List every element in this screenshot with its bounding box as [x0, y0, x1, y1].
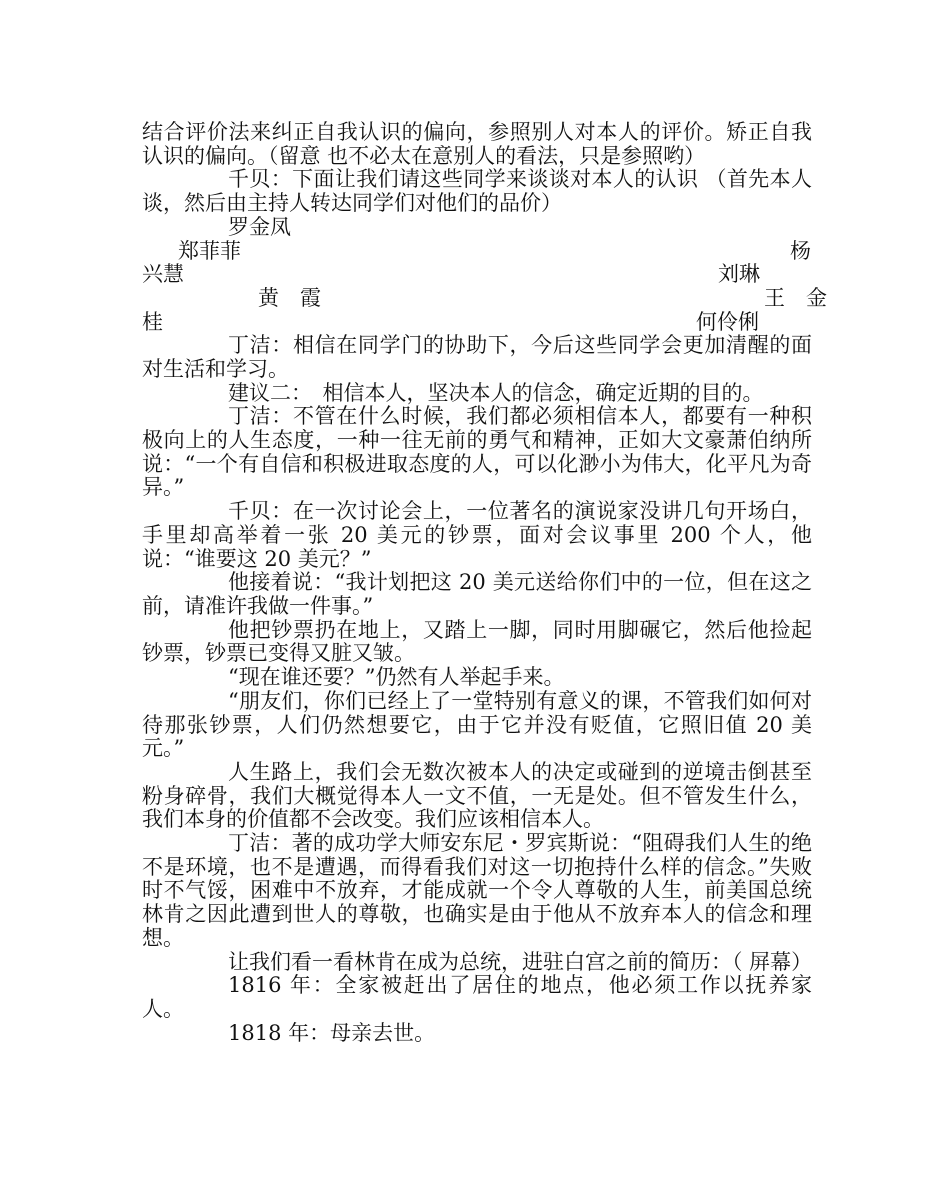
- name-luo-jinfeng: 罗金凤: [228, 214, 291, 239]
- paragraph-dingjie-1: 丁洁：相信在同学门的协助下，今后这些同学会更加清醒的面对生活和学习。: [142, 333, 812, 381]
- name-he-linli: 何伶俐: [696, 309, 759, 334]
- paragraph-suggestion-2: 建议二： 相信本人，坚决本人的信念，确定近期的目的。: [228, 380, 764, 405]
- name-wang-jin-part1: 王 金: [764, 285, 827, 310]
- names-row-3: [142, 285, 827, 311]
- name-yang-part2: 兴慧: [142, 262, 184, 287]
- paragraph-friends: “朋友们，你们已经上了一堂特别有意义的课，不管我们如何对待那张钞票，人们仍然想要它，由于它并没有贬值，它照旧值 20 美元。”: [142, 688, 812, 761]
- names-row-2: [142, 263, 812, 287]
- name-huang-xia: 黄 霞: [258, 285, 321, 310]
- names-row-4: [142, 311, 812, 335]
- name-wang-jin-part2: 桂: [142, 309, 163, 334]
- paragraph-dingjie-3: 丁洁：著的成功学大师安东尼・罗宾斯说：“阻碍我们人生的绝不是环境，也不是遭遇，而得看我们对这一切抱持什么样的信念。”失败时不气馁，困难中不放弃，才能成就一个令人尊敬的人生，前美国总统林肯之因此遭到世人的尊敬，也确实是由于他从不放弃本人的信念和理想。: [142, 831, 812, 950]
- paragraph-1818: 1818 年：母亲去世。: [228, 1020, 436, 1045]
- paragraph-who-wants: “现在谁还要？”仍然有人举起手来。: [228, 665, 565, 690]
- paragraph-1816: 1816 年：全家被赶出了居住的地点，他必须工作以抚养家人。: [142, 973, 812, 1021]
- name-yang-part1: 杨: [790, 238, 811, 263]
- paragraph-banknote-trampled: 他把钞票扔在地上，又踏上一脚，同时用脚碾它，然后他捡起钞票，钞票已变得又脏又皱。: [142, 617, 812, 666]
- paragraph-dingjie-2: 丁洁：不管在什么时候，我们都必须相信本人，都要有一种积极向上的人生态度，一种一往无前的勇气和精神，正如大文豪萧伯纳所说：“一个有自信和积极进取态度的人，可以化渺小为伟大，化平凡为奇异。”: [142, 404, 812, 500]
- paragraph-intro: 结合评价法来纠正自我认识的偏向，参照别人对本人的评价。矫正自我认识的偏向。（留意 也不必太在意别人的看法，只是参照哟）: [142, 120, 812, 168]
- name-zheng-feifei: 郑菲菲: [178, 238, 241, 263]
- paragraph-speaker-continues: 他接着说：“我计划把这 20 美元送给你们中的一位，但在这之前，请准许我做一件事。”: [142, 570, 812, 618]
- name-liu-lin: 刘琳: [718, 262, 760, 287]
- paragraph-qianbei-2: 千贝：在一次讨论会上，一位著名的演说家没讲几句开场白，手里却高举着一张 20 美元的钞票，面对会议事里 200 个人，他说：“谁要这 20 美元？”: [142, 499, 812, 571]
- paragraph-life-road: 人生路上，我们会无数次被本人的决定或碰到的逆境击倒甚至粉身碎骨，我们大概觉得本人一文不值，一无是处。但不管发生什么，我们本身的价值都不会改变。我们应该相信本人。: [142, 759, 812, 832]
- document-body: [142, 120, 827, 1045]
- names-row-1: [142, 240, 812, 264]
- paragraph-qianbei-1: 千贝：下面让我们请这些同学来谈谈对本人的认识 （首先本人谈，然后由主持人转达同学们对他们的品价）: [142, 167, 812, 216]
- paragraph-lincoln-resume: 让我们看一看林肯在成为总统，进驻白宫之前的简历：（ 屏幕）: [228, 949, 813, 974]
